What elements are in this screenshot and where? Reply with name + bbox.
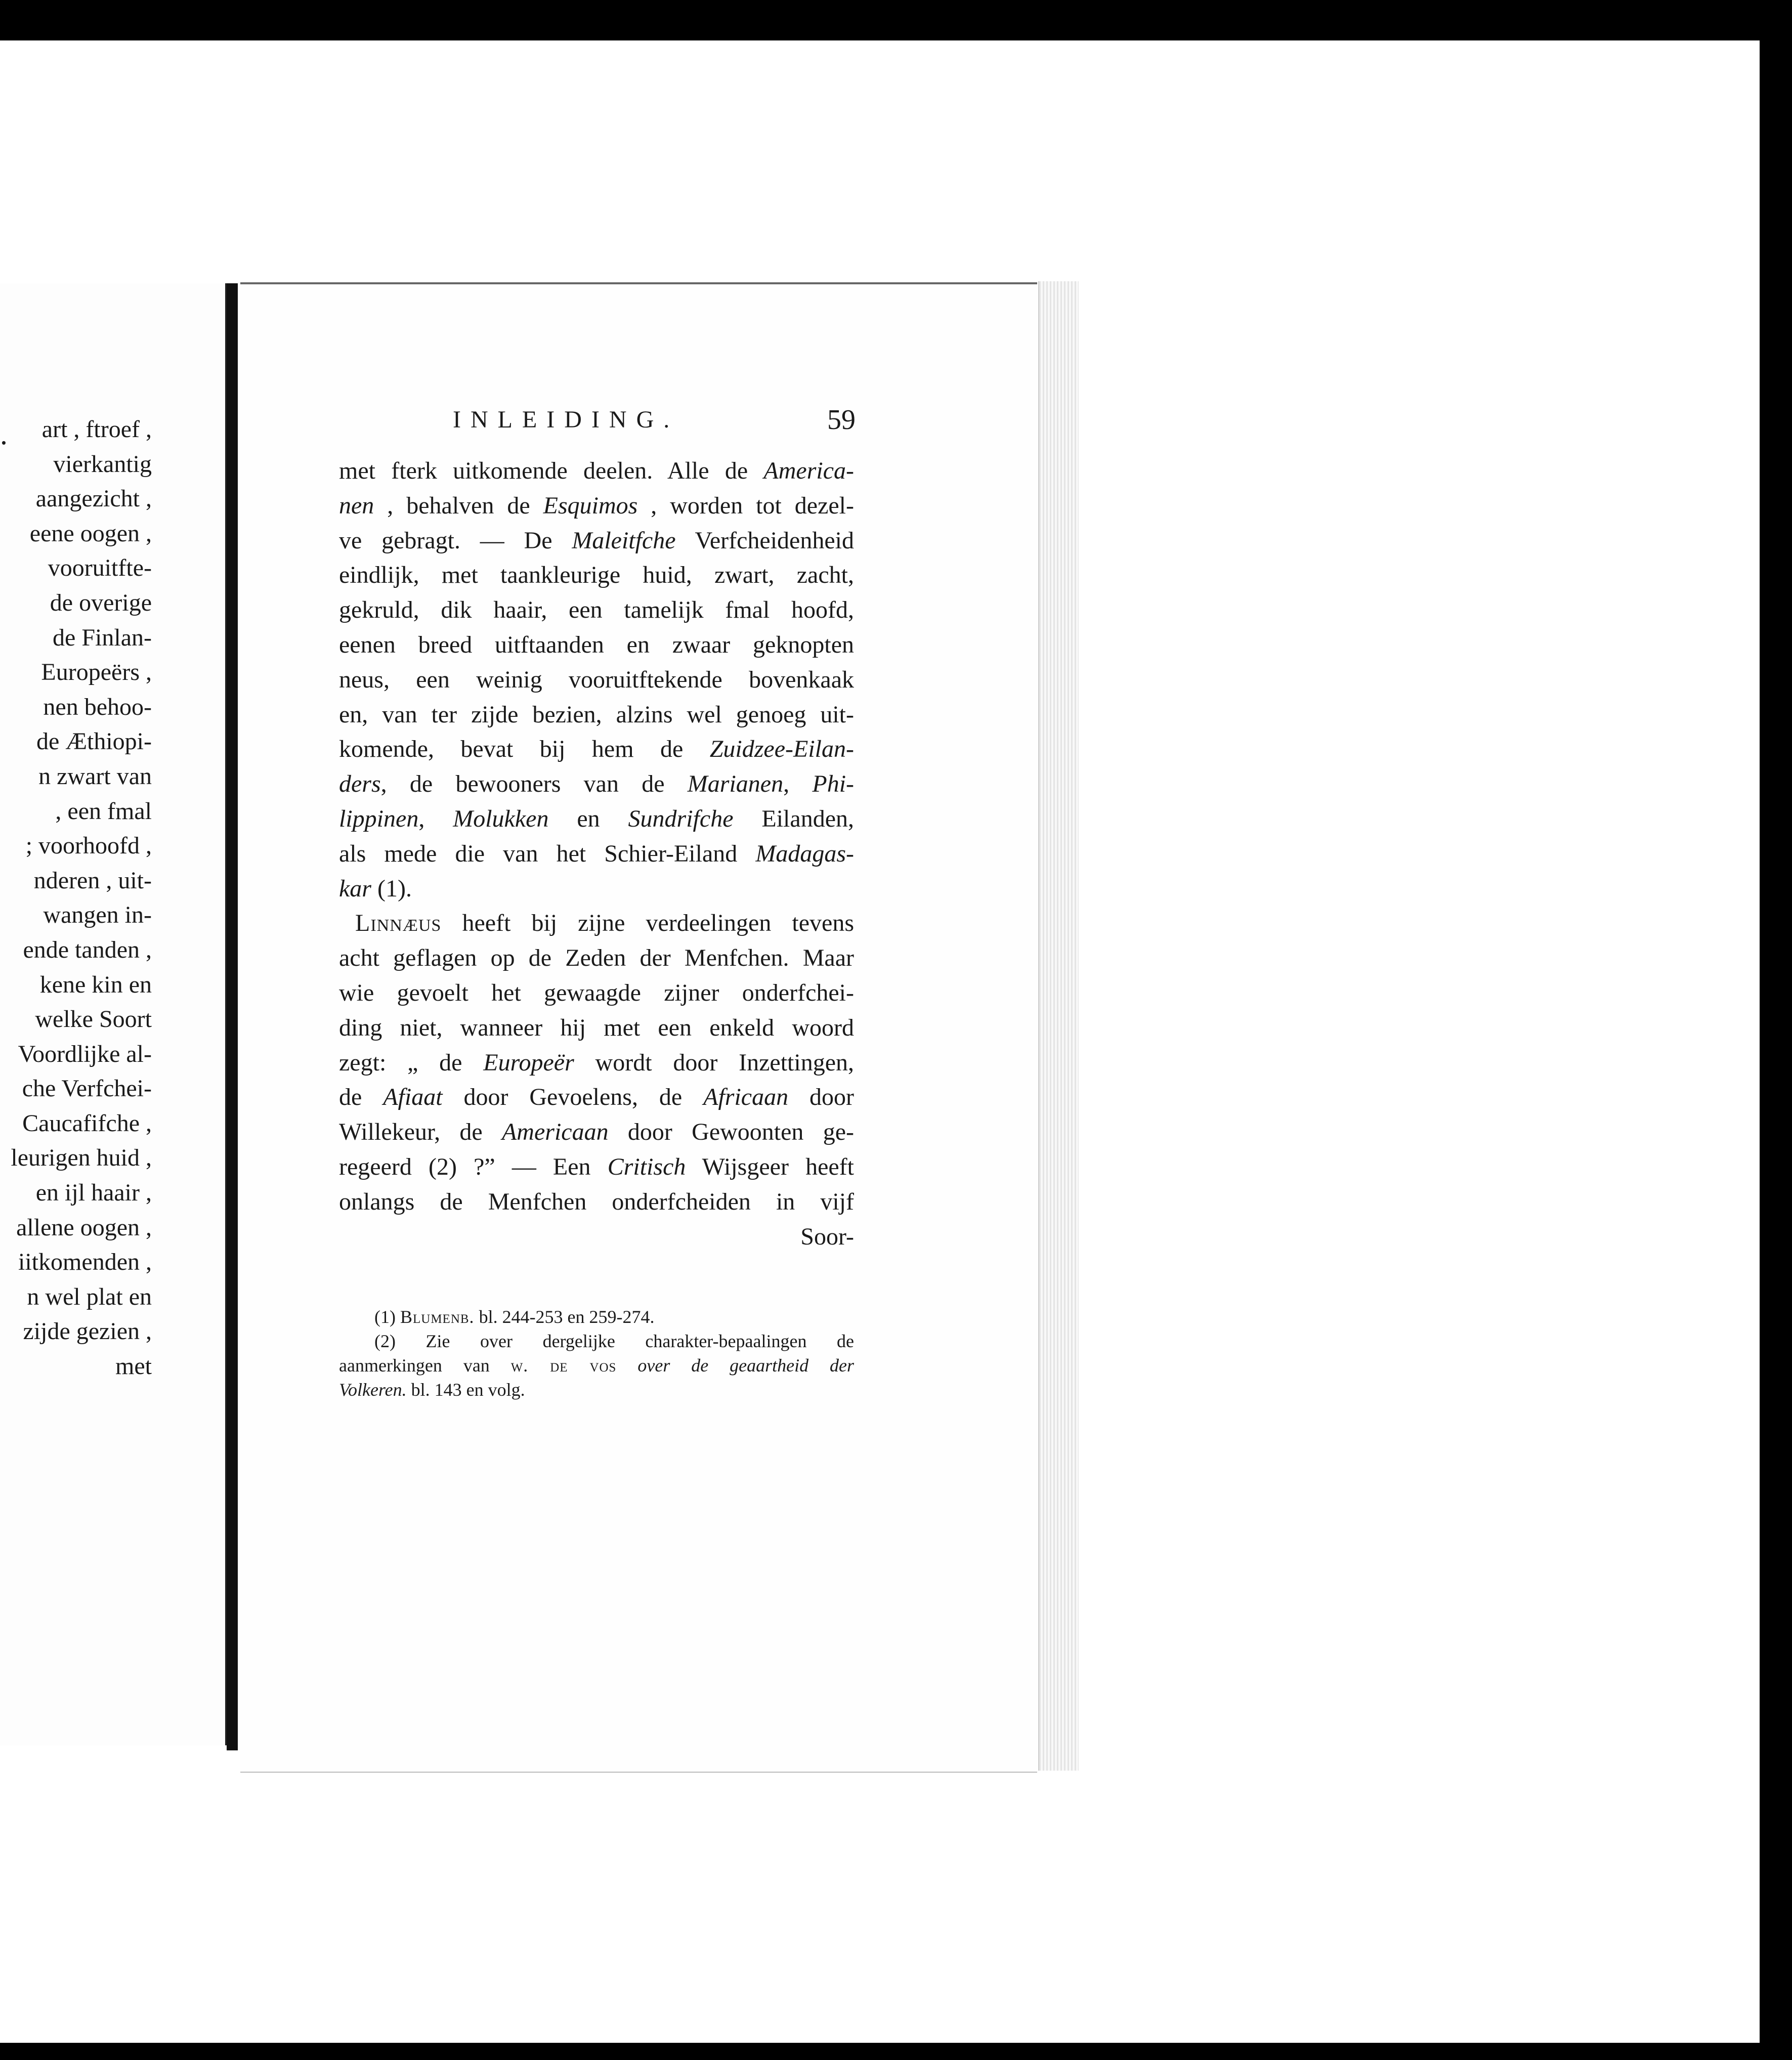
text-run: als mede die van het Schier-Eiland bbox=[339, 840, 756, 867]
italic-text: Americaan bbox=[501, 1119, 609, 1146]
text-run: en bbox=[548, 805, 628, 832]
italic-text: kar bbox=[339, 875, 371, 902]
italic-text: Marianen bbox=[687, 770, 784, 798]
italic-text: Critisch bbox=[607, 1153, 686, 1180]
body-line bbox=[339, 1011, 854, 1046]
page-number: 59 bbox=[827, 404, 856, 436]
italic-text: lippinen bbox=[339, 805, 419, 832]
left-page-line: wangen in- bbox=[43, 902, 152, 929]
left-page-line: ; voorhoofd , bbox=[25, 832, 152, 860]
left-page-line: Voordlijke al- bbox=[18, 1040, 152, 1067]
text-run: aanmerkingen van bbox=[339, 1355, 511, 1376]
running-head: INLEIDING. bbox=[453, 406, 679, 433]
italic-text: over de geaartheid der bbox=[637, 1355, 855, 1376]
italic-text: Maleitfche bbox=[572, 527, 676, 554]
body-line bbox=[339, 732, 854, 767]
small-caps-text: Linnæus bbox=[355, 910, 442, 937]
scanner-edge-mark bbox=[1781, 1244, 1785, 1265]
text-run: komende, bevat bij hem de bbox=[339, 736, 710, 763]
text-run: , bbox=[783, 770, 813, 798]
left-page-line: eene oogen , bbox=[29, 520, 152, 547]
text-run: Verfcheidenheid bbox=[675, 527, 854, 554]
left-page-line: Caucafifche , bbox=[22, 1109, 152, 1137]
body-line bbox=[339, 1150, 854, 1185]
text-run: gekruld, dik haair, een tamelijk fmal hoofd, bbox=[339, 596, 854, 624]
text-run: eindlijk, met taankleurige huid, zwart, zacht, bbox=[339, 562, 854, 589]
left-page-line: , een fmal bbox=[55, 797, 152, 825]
left-page-line: kene kin en bbox=[39, 971, 152, 998]
text-run: , bbox=[418, 805, 453, 832]
left-page-line: che Verfchei- bbox=[22, 1075, 152, 1102]
text-run: (1). bbox=[371, 875, 412, 902]
body-line bbox=[339, 524, 854, 559]
text-run: neus, een weinig vooruitftekende bovenkaak bbox=[339, 666, 854, 693]
left-page-line: vooruitfte- bbox=[48, 554, 152, 582]
text-run: (2) Zie over dergelijke charakter-bepaalingen de bbox=[374, 1331, 854, 1351]
italic-text: nen bbox=[339, 492, 374, 519]
left-page-line: welke Soort bbox=[35, 1006, 152, 1033]
footnote-line bbox=[339, 1329, 854, 1353]
left-page-line: n wel plat en bbox=[27, 1283, 152, 1310]
body-line bbox=[339, 593, 854, 628]
italic-text: Volkeren. bbox=[339, 1380, 407, 1400]
scanner-edge-mark bbox=[1771, 1710, 1776, 1721]
footnote-line bbox=[339, 1378, 854, 1402]
text-run: onlangs de Menfchen onderfcheiden in vijf bbox=[339, 1188, 854, 1215]
left-page-line: allene oogen , bbox=[16, 1214, 152, 1241]
body-line bbox=[339, 1220, 854, 1255]
body-line bbox=[339, 767, 854, 802]
text-run: zegt: „ de bbox=[339, 1049, 484, 1076]
body-line bbox=[339, 1046, 854, 1081]
italic-text: Esquimos bbox=[543, 492, 638, 519]
footnote-line bbox=[339, 1353, 854, 1378]
right-page bbox=[240, 282, 1037, 1773]
italic-text: America- bbox=[763, 457, 854, 484]
italic-text: Afiaat bbox=[383, 1084, 443, 1111]
italic-text: Zuidzee-Eilan- bbox=[709, 736, 854, 763]
body-line bbox=[339, 558, 854, 593]
body-line bbox=[339, 837, 854, 872]
text-run: (1) bbox=[374, 1307, 400, 1327]
text-run: Willekeur, de bbox=[339, 1119, 502, 1146]
text-run: heeft bij zijne verdeelingen tevens bbox=[441, 910, 854, 937]
left-page-line: met bbox=[115, 1353, 152, 1380]
left-page-mark: . bbox=[0, 417, 8, 451]
text-run: Soor- bbox=[800, 1223, 854, 1250]
left-page-line: zijde gezien , bbox=[23, 1318, 152, 1345]
left-page-line: ende tanden , bbox=[23, 936, 152, 963]
text-run: , behalven de bbox=[374, 492, 543, 519]
text-run: door Gevoelens, de bbox=[442, 1084, 704, 1111]
text-run: en, van ter zijde bezien, alzins wel genoeg uit- bbox=[339, 701, 854, 728]
text-run: bl. 143 en volg. bbox=[406, 1380, 525, 1400]
body-line bbox=[339, 1080, 854, 1115]
text-run: bl. 244-253 en 259-274. bbox=[474, 1307, 655, 1327]
italic-text: Africaan bbox=[703, 1084, 789, 1111]
left-page-line: iitkomenden , bbox=[18, 1249, 152, 1276]
text-run bbox=[616, 1355, 637, 1376]
italic-text: Phi- bbox=[812, 770, 855, 798]
footnote-line bbox=[339, 1305, 854, 1329]
left-page-line: nderen , uit- bbox=[33, 867, 152, 894]
book-gutter bbox=[227, 283, 238, 1750]
text-run: de bbox=[339, 1084, 383, 1111]
footnotes bbox=[339, 1305, 854, 1402]
text-run: Wijsgeer heeft bbox=[686, 1153, 855, 1180]
text-run: met fterk uitkomende deelen. Alle de bbox=[339, 457, 764, 484]
text-run: , de bewooners van de bbox=[380, 770, 688, 798]
body-line bbox=[339, 802, 854, 837]
left-page bbox=[0, 283, 227, 1745]
left-page-line: de Finlan- bbox=[53, 624, 152, 651]
text-run: eenen breed uitftaanden en zwaar geknopten bbox=[339, 631, 854, 658]
text-run: ve gebragt. — De bbox=[339, 527, 572, 554]
small-caps-text: Blumenb. bbox=[400, 1307, 475, 1327]
italic-text: Molukken bbox=[453, 805, 549, 832]
left-page-line: de overige bbox=[50, 589, 152, 616]
small-caps-text: w. de vos bbox=[510, 1355, 617, 1376]
text-run: , worden tot dezel- bbox=[637, 492, 854, 519]
text-run: wie gevoelt het gewaagde zijner onderfchei- bbox=[339, 979, 854, 1006]
text-run: ding niet, wanneer hij met een enkeld woord bbox=[339, 1014, 854, 1041]
body-line bbox=[339, 663, 854, 698]
body-line bbox=[339, 1185, 854, 1220]
page-edges bbox=[1038, 281, 1079, 1771]
italic-text: Sundrifche bbox=[628, 805, 734, 832]
body-line bbox=[339, 454, 854, 489]
body-line bbox=[339, 872, 854, 907]
body-line bbox=[339, 941, 854, 976]
text-run: Eilanden, bbox=[733, 805, 854, 832]
left-page-line: Europeërs , bbox=[41, 659, 152, 686]
left-page-text bbox=[0, 412, 152, 1384]
body-line bbox=[339, 976, 854, 1011]
left-page-line: vierkantig bbox=[53, 450, 152, 478]
body-line bbox=[339, 906, 854, 941]
body-line bbox=[339, 628, 854, 663]
text-run: wordt door Inzettingen, bbox=[574, 1049, 854, 1076]
text-run: door bbox=[788, 1084, 855, 1111]
left-page-line: art , ftroef , bbox=[41, 416, 152, 443]
left-page-line: nen behoo- bbox=[43, 693, 152, 720]
body-line bbox=[339, 489, 854, 524]
left-page-line: leurigen huid , bbox=[11, 1144, 152, 1172]
text-run: regeerd (2) ?” — Een bbox=[339, 1153, 608, 1180]
body-text bbox=[339, 454, 854, 1254]
italic-text: Madagas- bbox=[755, 840, 854, 867]
italic-text: Europeër bbox=[483, 1049, 574, 1076]
left-page-line: en ijl haair , bbox=[35, 1179, 152, 1207]
text-run: acht geflagen op de Zeden der Menfchen. Maar bbox=[339, 945, 854, 972]
left-page-line: n zwart van bbox=[38, 762, 152, 790]
italic-text: ders bbox=[339, 770, 381, 798]
body-line bbox=[339, 1115, 854, 1150]
text-run: door Gewoonten ge- bbox=[608, 1119, 855, 1146]
left-page-line: de Æthiopi- bbox=[36, 728, 152, 755]
left-page-line: aangezicht , bbox=[35, 485, 152, 512]
body-line bbox=[339, 698, 854, 733]
